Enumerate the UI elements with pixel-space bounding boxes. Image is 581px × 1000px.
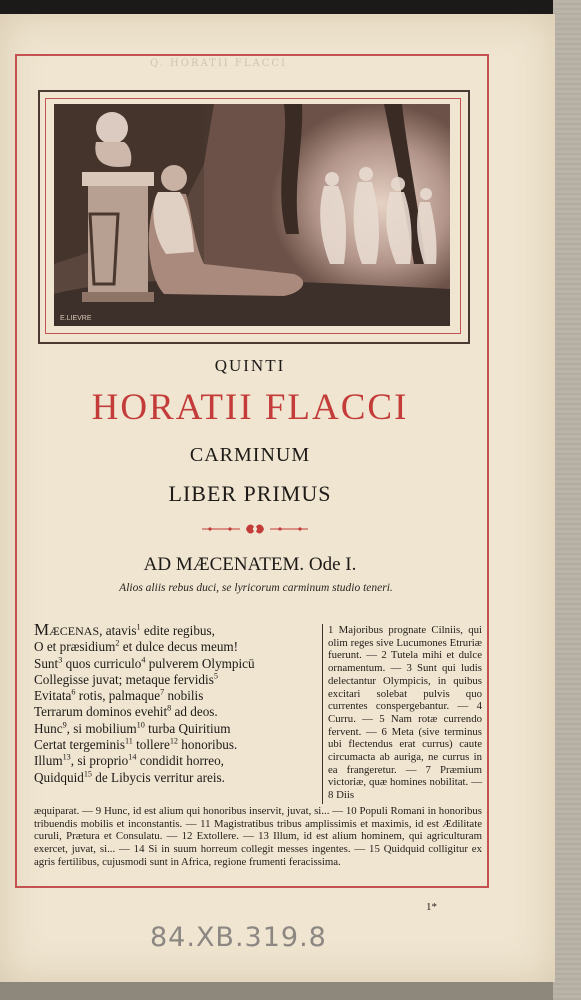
ode-heading: AD MÆCENATEM. Ode I.: [143, 554, 357, 575]
poem-line: Illum$^{13}$, si proprio$^{14}$ condidit horreo,: [34, 752, 224, 769]
poem-line: Sunt$^3$ quos curriculo$^4$ pulverem Olympicū: [34, 655, 255, 671]
poem-line: Certat tergeminis$^{11}$ tollere$^{12}$ honoribus.: [34, 736, 238, 753]
poem-line: Quidquid$^{15}$ de Libycis verritur areis.: [34, 769, 225, 785]
background-bottom-edge: [0, 982, 553, 1000]
title-quinti: QUINTI: [214, 356, 286, 375]
signature-mark: 1*: [426, 901, 437, 913]
poem-line: Evitata$^6$ rotis, palmaque$^7$ nobilis: [34, 687, 204, 704]
handwritten-shelfmark: 84.XB.319.8: [150, 922, 327, 953]
footnotes-bottom: æquiparat. — 9 Hunc, id est alium qui honoribus inservit, juvat, si... — 10 Populi Romani in honoribus tribuendis mobilis et inconstantis. — 11 Magistratibus tribus amplissimis et maximis, id est Ædilitate curuli, Prætura et Consulatu. — 12 Extollere. — 13 Illum, id est alium hominem, qui agriculturam exercet, juvat, si... — 14 Si in suum horreum collegit messes ingentes. — 15 Quidquid colligitur ex agris fertilibus, cujusmodi sunt in Africa, regione frumenti feracissima.: [34, 805, 482, 868]
ornament-divider: [200, 522, 310, 536]
footnotes-right-column: 1 Majoribus prognate Cilniis, qui olim reges sive Lucumones Etruriæ fuerunt. — 2 Tutela mihi et dulce ornamentum. — 3 Sunt qui ludis delectantur Olympicis, in quibus excitari solebat pulvis quo currentes conspergebantur. — 4 Curru. — 5 Nam rotæ currendo fervent. — 6 Meta (sive terminus ubi flectendus erat currus) caute circumacta ab auriga, ne currus in ea frangeretur. — 7 Præmium victoriæ, quæ homines nobilitat. — 8 Diis: [328, 624, 482, 802]
engraving-image: [54, 104, 450, 326]
show-through-running-head: Q. HORATII FLACCI: [150, 58, 287, 69]
poem-line: Hunc$^9$, si mobilium$^{10}$ turba Quiritium: [34, 720, 231, 736]
title-liber: LIBER PRIMUS: [168, 481, 332, 506]
poem-line: Collegisse juvat; metaque fervidis$^5$: [34, 671, 218, 687]
engraver-signature: E.LIEVRE: [60, 315, 92, 322]
background-top-edge: [0, 0, 581, 14]
poem-line: Terrarum dominos evehit$^8$ ad deos.: [34, 704, 218, 720]
title-author: HORATII FLACCI: [91, 387, 409, 428]
column-divider: [322, 624, 323, 804]
title-carminum: CARMINUM: [189, 444, 311, 466]
poem-line: Mæcenas, atavis$^1$ edite regibus,: [34, 620, 215, 639]
ode-argument: Alios aliis rebus duci, se lyricorum carminum studio teneri.: [119, 582, 393, 594]
engraving-illustration: [54, 104, 450, 326]
poem-line: O et præsidium$^2$ et dulce decus meum!: [34, 638, 239, 655]
background-right-edge: [553, 0, 581, 1000]
poem-text: [34, 622, 324, 786]
